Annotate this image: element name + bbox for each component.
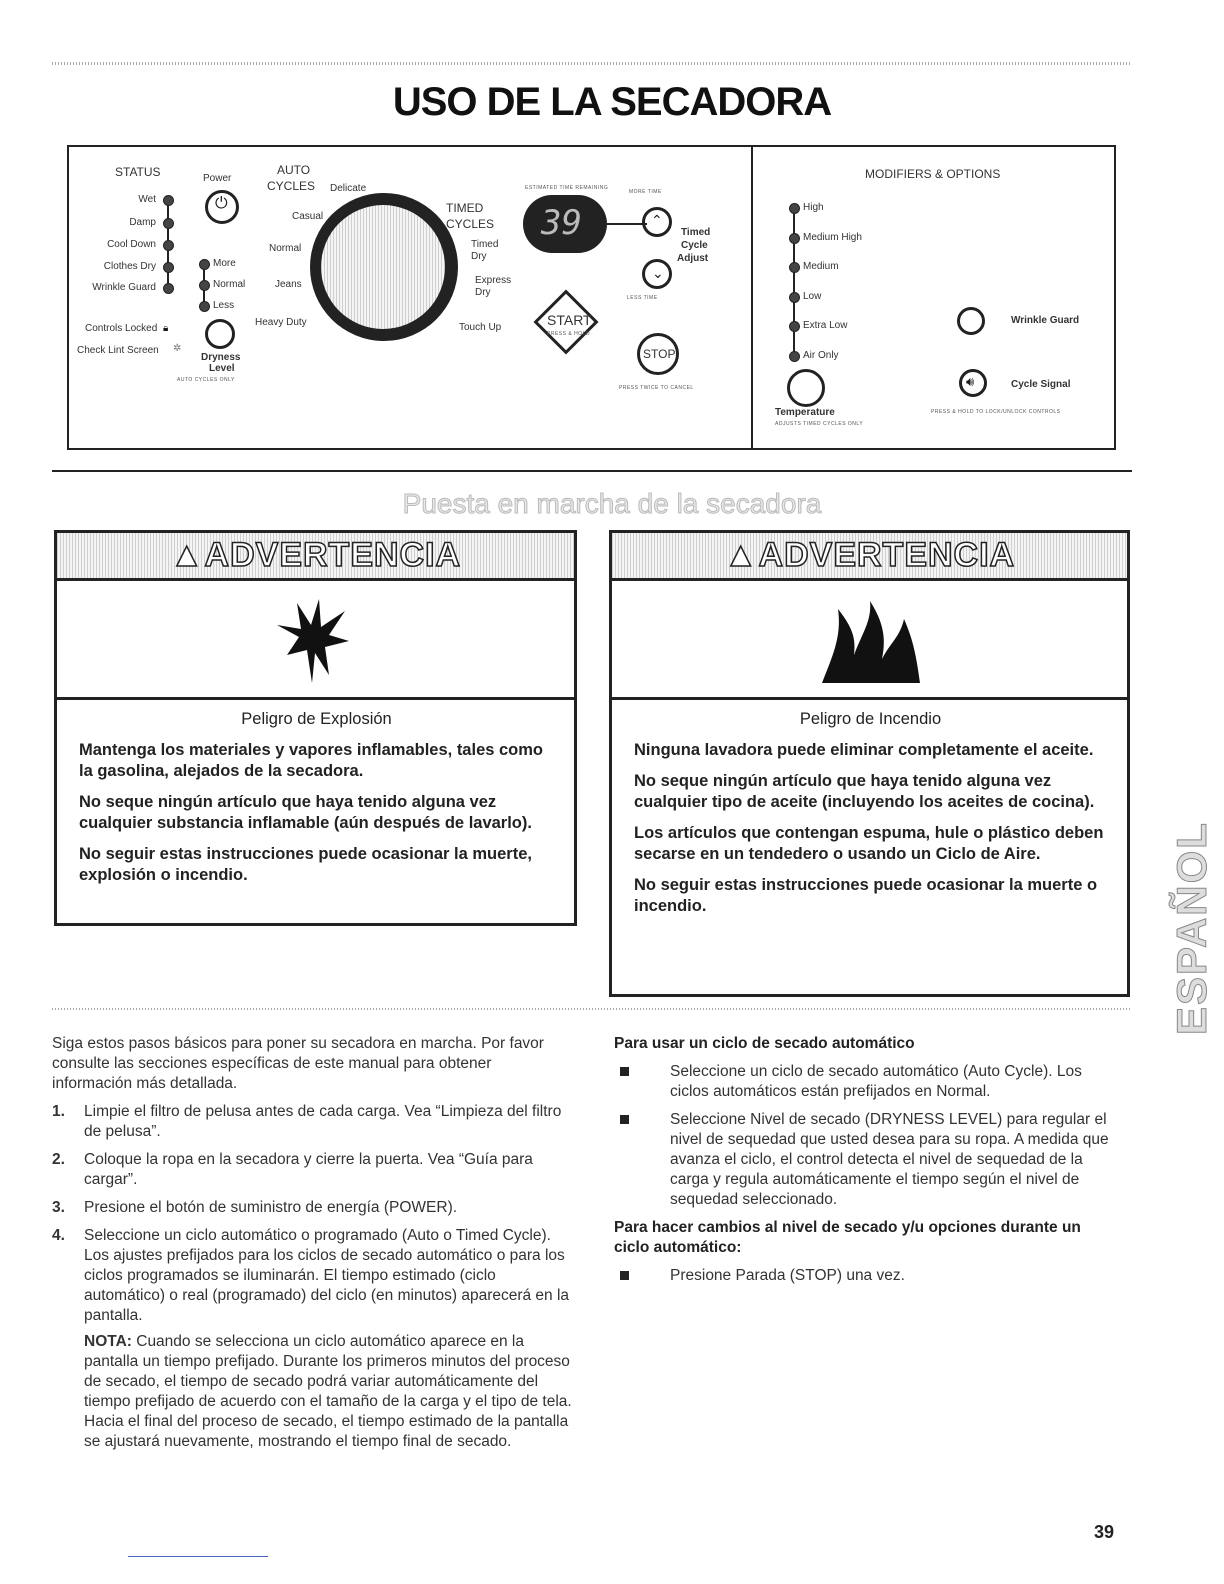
display-value: 39 bbox=[541, 203, 582, 243]
temperature-label: Temperature bbox=[775, 407, 835, 418]
dial-jeans: Jeans bbox=[275, 279, 302, 290]
warning-paragraph: No seguir estas instrucciones puede ocasionar la muerte, explosión o incendio. bbox=[79, 845, 532, 884]
step-number: 2. bbox=[52, 1151, 65, 1168]
stop-sub-label: PRESS TWICE TO CANCEL bbox=[619, 385, 694, 391]
temp-low: Low bbox=[803, 291, 822, 302]
less-time-button[interactable] bbox=[642, 259, 672, 289]
auto-cycles-label-1: AUTO bbox=[277, 163, 311, 177]
temp-led bbox=[789, 203, 800, 214]
dial-express: Express bbox=[475, 275, 512, 286]
list-item: Seleccione un ciclo de secado automático (Auto Cycle). Los ciclos automáticos están prefijados en Normal. bbox=[614, 1062, 1110, 1102]
speaker-icon: 🔊︎ bbox=[966, 374, 975, 389]
temp-line bbox=[793, 205, 795, 355]
stop-label: STOP bbox=[643, 347, 676, 361]
dial-casual: Casual bbox=[292, 211, 324, 222]
fire-icon bbox=[812, 597, 932, 687]
stop-button[interactable] bbox=[637, 333, 679, 375]
step-text: Coloque la ropa en la secadora y cierre la puerta. Vea “Guía para cargar”. bbox=[84, 1151, 533, 1188]
section-heading: Para hacer cambios al nivel de secado y/u opciones durante un ciclo automático: bbox=[614, 1219, 1081, 1256]
warning-header bbox=[612, 533, 1127, 581]
temp-air-only: Air Only bbox=[803, 350, 839, 361]
timed-cycles-label-2: CYCLES bbox=[446, 217, 495, 231]
warning-paragraph: No seque ningún artículo que haya tenido alguna vez cualquier substancia inflamable (aún después de lavarlo). bbox=[79, 793, 532, 832]
divider-dotted-rule bbox=[52, 1008, 1132, 1010]
lock-icon: 🔒︎ bbox=[163, 323, 169, 334]
timed-cycles-label-1: TIMED bbox=[446, 201, 484, 215]
power-label: Power bbox=[203, 173, 232, 184]
note-paragraph bbox=[52, 1332, 574, 1452]
left-column bbox=[52, 1034, 574, 1452]
warning-paragraph: Los artículos que contengan espuma, hule o plástico deben secarse en un tendedero o usando un Ciclo de Aire. bbox=[634, 824, 1104, 863]
dryness-led bbox=[199, 301, 210, 312]
dryness-led bbox=[199, 259, 210, 270]
temperature-button[interactable] bbox=[787, 369, 825, 407]
temp-medium: Medium bbox=[803, 261, 839, 272]
temp-extra-low: Extra Low bbox=[803, 320, 848, 331]
page-number: 39 bbox=[1094, 1522, 1115, 1542]
bullet-list bbox=[614, 1266, 1110, 1286]
top-dotted-rule bbox=[52, 62, 1132, 65]
dryness-led bbox=[199, 280, 210, 291]
lock-note: PRESS & HOLD TO LOCK/UNLOCK CONTROLS bbox=[931, 409, 1061, 415]
controls-locked-label: Controls Locked bbox=[85, 323, 158, 334]
warning-header-text: ▲ADVERTENCIA bbox=[723, 536, 1016, 574]
step-number: 4. bbox=[52, 1227, 65, 1244]
display-connector bbox=[607, 223, 647, 225]
dryness-label-1: Dryness bbox=[201, 352, 241, 363]
warning-paragraph: No seguir estas instrucciones puede ocasionar la muerte o incendio. bbox=[634, 876, 1098, 915]
section-rule bbox=[52, 470, 1132, 472]
timed-adjust-1: Timed bbox=[681, 227, 711, 238]
wrinkle-guard-label: Wrinkle Guard bbox=[1011, 315, 1080, 326]
list-item: Seleccione Nivel de secado (DRYNESS LEVEL) para regular el nivel de sequedad que usted desea para su ropa. A medida que avanza el ciclo, el control detecta el nivel de sequedad de la carga y regula automáticamente el tiempo según el nivel de sequedad seleccionado. bbox=[614, 1110, 1110, 1210]
more-time-label: MORE TIME bbox=[629, 189, 662, 195]
warning-icon-area bbox=[57, 581, 574, 700]
dryness-more: More bbox=[213, 258, 236, 269]
status-wrinkle-guard: Wrinkle Guard bbox=[92, 282, 156, 293]
status-header: STATUS bbox=[115, 165, 161, 179]
temp-led bbox=[789, 262, 800, 273]
warning-icon-area bbox=[612, 581, 1127, 700]
cycle-signal-button[interactable] bbox=[959, 369, 987, 397]
lint-icon: ✲ bbox=[173, 343, 182, 354]
status-led bbox=[163, 283, 174, 294]
check-lint-label: Check Lint Screen bbox=[77, 345, 159, 356]
step-text: Limpie el filtro de pelusa antes de cada carga. Vea “Limpieza del filtro de pelusa”. bbox=[84, 1103, 562, 1140]
dryness-label-2: Level bbox=[209, 363, 235, 374]
warning-paragraph: Mantenga los materiales y vapores inflamables, tales como la gasolina, alejados de la secadora. bbox=[79, 741, 544, 780]
temp-led bbox=[789, 321, 800, 332]
power-icon: ⏻ bbox=[215, 195, 228, 212]
warning-box-explosion bbox=[54, 530, 577, 926]
warning-paragraph: No seque ningún artículo que haya tenido alguna vez cualquier tipo de aceite (incluyendo los aceites de cocina). bbox=[634, 772, 1095, 811]
time-remaining-arc: ESTIMATED TIME REMAINING bbox=[525, 185, 609, 191]
status-led bbox=[163, 240, 174, 251]
less-time-label: LESS TIME bbox=[627, 295, 658, 301]
temp-high: High bbox=[803, 202, 824, 213]
dial-touch-up: Touch Up bbox=[459, 322, 502, 333]
cycle-signal-label: Cycle Signal bbox=[1011, 379, 1071, 390]
hazard-title: Peligro de Incendio bbox=[799, 710, 942, 728]
steps-list bbox=[52, 1102, 574, 1326]
status-led bbox=[163, 195, 174, 206]
section-heading: Para usar un ciclo de secado automático bbox=[614, 1035, 915, 1052]
note-label: NOTA: bbox=[84, 1333, 132, 1350]
wrinkle-guard-button[interactable] bbox=[957, 307, 985, 335]
start-label: START bbox=[547, 312, 592, 328]
status-wet: Wet bbox=[138, 194, 156, 205]
dial-timed: Timed bbox=[471, 239, 499, 250]
time-display bbox=[523, 195, 607, 253]
chevron-up-icon: ⌃ bbox=[651, 212, 663, 228]
chevron-down-icon: ⌄ bbox=[652, 265, 664, 281]
warning-header bbox=[57, 533, 574, 581]
modifiers-header: MODIFIERS & OPTIONS bbox=[865, 167, 1001, 181]
hazard-title: Peligro de Explosión bbox=[241, 710, 392, 728]
warning-paragraph: Ninguna lavadora puede eliminar completamente el aceite. bbox=[634, 741, 1094, 759]
warning-text bbox=[79, 709, 554, 896]
status-led bbox=[163, 262, 174, 273]
right-column bbox=[614, 1034, 1110, 1286]
language-side-tab bbox=[1152, 808, 1215, 1044]
start-sub-label: PRESS & HOLD bbox=[547, 331, 590, 337]
list-item bbox=[52, 1226, 574, 1326]
dryness-normal: Normal bbox=[213, 279, 246, 290]
status-clothes-dry: Clothes Dry bbox=[103, 261, 156, 272]
step-number: 1. bbox=[52, 1103, 65, 1120]
timed-adjust-2: Cycle bbox=[681, 240, 708, 251]
dryness-note: AUTO CYCLES ONLY bbox=[177, 377, 235, 383]
dryness-less: Less bbox=[213, 300, 235, 311]
status-damp: Damp bbox=[129, 217, 156, 228]
timed-adjust-3: Adjust bbox=[677, 253, 709, 264]
status-led bbox=[163, 218, 174, 229]
cycle-dial-knob[interactable] bbox=[321, 205, 445, 329]
step-text: Presione el botón de suministro de energía (POWER). bbox=[84, 1199, 458, 1216]
warning-header-text: ▲ADVERTENCIA bbox=[169, 536, 462, 574]
temp-led bbox=[789, 292, 800, 303]
auto-cycles-label-2: CYCLES bbox=[267, 179, 316, 193]
temp-medium-high: Medium High bbox=[803, 232, 862, 243]
warning-header-label: ADVERTENCIA bbox=[758, 536, 1016, 574]
page-title: USO DE LA SECADORA bbox=[392, 80, 832, 124]
temperature-note: ADJUSTS TIMED CYCLES ONLY bbox=[775, 421, 864, 427]
warning-header-label: ADVERTENCIA bbox=[204, 536, 462, 574]
step-text: Seleccione un ciclo automático o programado (Auto o Timed Cycle). Los ajustes prefijados para los ciclos de secado automático o para los ciclos programados se iluminarán. El tiempo estimado (ciclo automático) o real (programado) del ciclo (en minutos) aparecerá en la pantalla. bbox=[84, 1227, 570, 1324]
section-subtitle: Puesta en marcha de la secadora bbox=[402, 488, 822, 519]
status-cool-down: Cool Down bbox=[107, 239, 156, 250]
list-item bbox=[52, 1150, 574, 1190]
dial-dry-2: Dry bbox=[475, 287, 491, 298]
list-item bbox=[52, 1198, 574, 1218]
power-button[interactable] bbox=[205, 190, 239, 224]
dial-dry: Dry bbox=[471, 251, 487, 262]
list-item bbox=[52, 1102, 574, 1142]
panel-divider bbox=[751, 147, 753, 448]
dial-normal: Normal bbox=[269, 243, 302, 254]
temp-led bbox=[789, 233, 800, 244]
note-text: Cuando se selecciona un ciclo automático aparece en la pantalla un tiempo prefijado. Durante los primeros minutos del proceso de secado, el tiempo de secado podrá variar automáticamente del tiempo prefijado de acuerdo con el tamaño de la carga y el tipo de tela. Hacia el final del proceso de secado, el tiempo estimado de la pantalla se ajustará nuevamente, mostrando el tiempo final de secado. bbox=[84, 1333, 572, 1450]
warning-box-fire bbox=[609, 530, 1130, 997]
warning-text bbox=[634, 709, 1107, 927]
bullet-list bbox=[614, 1062, 1110, 1210]
footer-line bbox=[128, 1556, 268, 1557]
explosion-icon bbox=[267, 595, 357, 685]
dryness-button[interactable] bbox=[205, 319, 235, 349]
intro-paragraph: Siga estos pasos básicos para poner su secadora en marcha. Por favor consulte las secciones específicas de este manual para obtener información más detallada. bbox=[52, 1035, 544, 1092]
side-tab-label: ESPAÑOL bbox=[1168, 821, 1215, 1035]
dial-delicate: Delicate bbox=[330, 183, 367, 194]
control-panel-diagram bbox=[67, 145, 1116, 450]
dial-heavy-duty: Heavy Duty bbox=[255, 317, 307, 328]
step-number: 3. bbox=[52, 1199, 65, 1216]
more-time-button[interactable] bbox=[642, 207, 672, 237]
list-item: Presione Parada (STOP) una vez. bbox=[614, 1266, 1110, 1286]
temp-led bbox=[789, 351, 800, 362]
